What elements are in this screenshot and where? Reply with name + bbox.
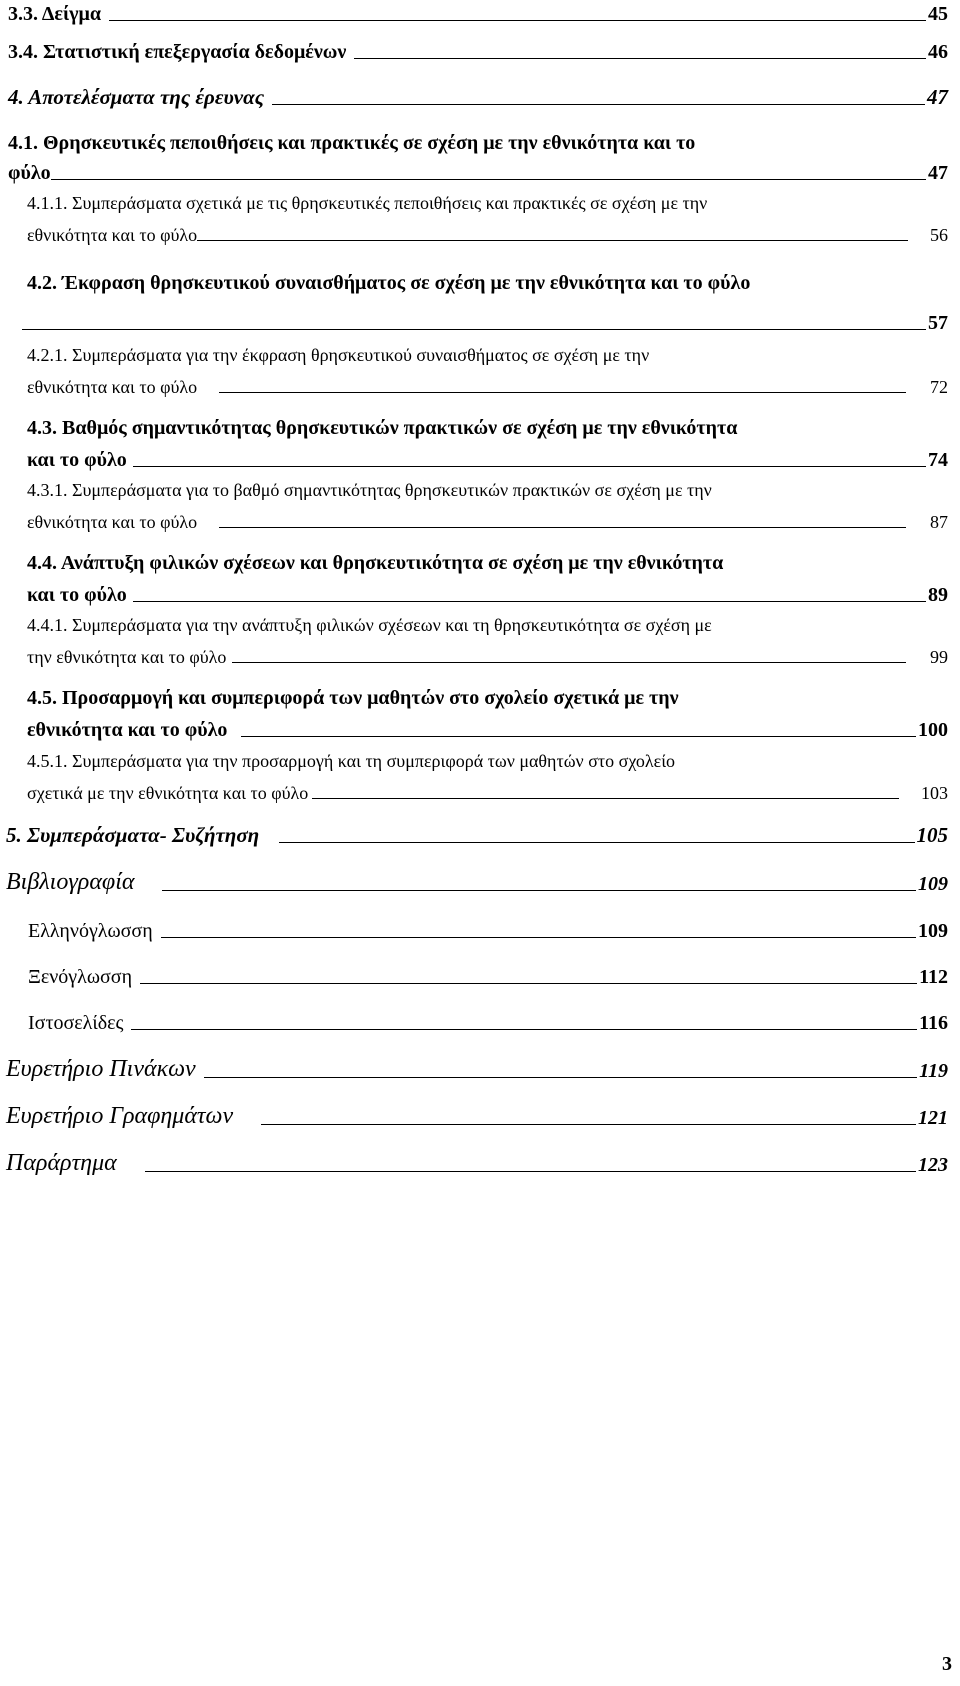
toc-leader	[161, 937, 916, 938]
toc-entry-title: 4.1.1. Συμπεράσματα σχετικά με τις θρησκευτικές πεποιθήσεις και πρακτικές σε σχέση με την	[27, 193, 708, 213]
toc-entry-page: 56	[930, 225, 948, 245]
toc-leader	[204, 1077, 917, 1078]
toc-entry-title-cont: και το φύλο	[27, 584, 127, 606]
toc-entry-page: 100	[918, 719, 948, 741]
toc-entry-title: Ιστοσελίδες	[28, 1012, 124, 1034]
toc-entry-title: 4.4.1. Συμπεράσματα για την ανάπτυξη φιλικών σχέσεων και τη θρησκευτικότητα σε σχέση με	[27, 615, 712, 635]
toc-entry-title: Ευρετήριο Γραφημάτων	[6, 1103, 234, 1129]
toc-entry-title: Ελληνόγλωσση	[28, 920, 153, 942]
toc-entry-title: Ευρετήριο Πινάκων	[6, 1056, 196, 1082]
toc-leader	[241, 736, 916, 737]
toc-leader	[131, 1029, 917, 1030]
toc-entry-title-cont: εθνικότητα και το φύλο	[27, 512, 198, 532]
toc-entry-title-cont: εθνικότητα και το φύλο	[27, 377, 198, 397]
toc-entry-title: 4.5.1. Συμπεράσματα για την προσαρμογή και τη συμπεριφορά των μαθητών στο σχολείο	[27, 751, 676, 771]
toc-entry[interactable]	[6, 1151, 948, 1175]
toc-leader	[22, 329, 926, 330]
toc-entry-page: 72	[930, 377, 948, 397]
toc-entry-title-cont: την εθνικότητα και το φύλο	[27, 647, 227, 667]
toc-leader	[162, 890, 916, 891]
toc-entry[interactable]	[28, 1013, 948, 1033]
toc-entry-page: 121	[918, 1107, 948, 1129]
toc-leader	[232, 662, 906, 663]
toc-entry-page: 89	[928, 584, 948, 606]
toc-entry[interactable]	[8, 133, 948, 183]
toc-entry-page: 99	[930, 647, 948, 667]
toc-entry-title: Ξενόγλωσση	[28, 966, 133, 988]
toc-entry[interactable]	[8, 42, 948, 62]
toc-entry[interactable]	[8, 4, 948, 24]
toc-entry-title: 4.2.1. Συμπεράσματα για την έκφραση θρησκευτικού συναισθήματος σε σχέση με την	[27, 345, 650, 365]
toc-leader	[354, 58, 926, 59]
toc-entry-page: 87	[930, 512, 948, 532]
toc-entry-page: 119	[919, 1060, 948, 1082]
toc-entry-title: 5. Συμπεράσματα- Συζήτηση	[6, 823, 260, 847]
toc-entry-title: 4. Αποτελέσματα της έρευνας	[8, 85, 265, 109]
toc-entry[interactable]	[6, 825, 948, 846]
toc-entry-page: 116	[919, 1012, 948, 1034]
toc-entry-page: 47	[928, 162, 948, 184]
toc-entry[interactable]	[27, 752, 948, 802]
toc-entry[interactable]	[8, 87, 948, 108]
toc-entry-title: 4.1. Θρησκευτικές πεποιθήσεις και πρακτικές σε σχέση με την εθνικότητα και το	[8, 132, 696, 154]
toc-leader	[140, 983, 917, 984]
toc-leader	[312, 798, 899, 799]
toc-entry[interactable]	[27, 346, 948, 396]
toc-entry-title: Παράρτημα	[6, 1150, 117, 1176]
toc-entry[interactable]	[6, 1104, 948, 1128]
toc-entry[interactable]	[27, 688, 948, 740]
toc-entry-title: 4.3. Βαθμός σημαντικότητας θρησκευτικών πρακτικών σε σχέση με την εθνικότητα	[27, 417, 738, 439]
toc-leader	[261, 1124, 916, 1125]
toc-leader	[133, 601, 926, 602]
toc-entry[interactable]	[27, 194, 948, 244]
toc-leader	[272, 104, 925, 105]
toc-entry-title: Βιβλιογραφία	[6, 869, 135, 895]
toc-leader	[279, 842, 914, 843]
toc-leader	[109, 20, 926, 21]
toc-entry-title-cont: σχετικά με την εθνικότητα και το φύλο	[27, 783, 309, 803]
toc-entry[interactable]	[27, 481, 948, 531]
toc-entry-title-cont: και το φύλο	[27, 449, 127, 471]
toc-leader	[51, 179, 926, 180]
toc-entry-page: 57	[928, 312, 948, 334]
toc-entry-page: 46	[928, 41, 948, 63]
toc-entry[interactable]	[28, 921, 948, 941]
toc-entry-title: 3.3. Δείγμα	[8, 3, 102, 25]
toc-entry-title: 3.4. Στατιστική επεξεργασία δεδομένων	[8, 41, 347, 63]
toc-entry-page: 112	[919, 966, 948, 988]
toc-entry[interactable]	[27, 616, 948, 666]
toc-entry-page: 109	[918, 873, 948, 895]
toc-leader	[219, 527, 906, 528]
toc-entry-title: 4.5. Προσαρμογή και συμπεριφορά των μαθητών στο σχολείο σχετικά με την	[27, 687, 679, 709]
toc-entry[interactable]	[28, 967, 948, 987]
toc-leader	[133, 466, 926, 467]
toc-entry-title-cont: εθνικότητα και το φύλο	[27, 225, 198, 245]
toc-entry[interactable]	[27, 553, 948, 605]
toc-entry-title: 4.3.1. Συμπεράσματα για το βαθμό σημαντικότητας θρησκευτικών πρακτικών σε σχέση με την	[27, 480, 712, 500]
toc-entry-page: 123	[918, 1154, 948, 1176]
toc-entry-page: 103	[921, 783, 948, 803]
toc-entry[interactable]	[6, 1057, 948, 1081]
toc-leader	[197, 240, 908, 241]
toc-entry-page: 105	[916, 823, 948, 847]
toc-entry[interactable]	[27, 418, 948, 470]
toc-entry-title-cont: εθνικότητα και το φύλο	[27, 719, 228, 741]
toc-leader	[219, 392, 906, 393]
toc-entry-page: 45	[928, 3, 948, 25]
toc-entry[interactable]	[27, 273, 948, 333]
toc-entry-title: 4.2. Έκφραση θρησκευτικού συναισθήματος σε σχέση με την εθνικότητα και το φύλο	[27, 272, 751, 294]
toc-entry-title-cont: φύλο	[8, 162, 51, 184]
toc-entry-page: 74	[928, 449, 948, 471]
toc-entry-page: 109	[918, 920, 948, 942]
toc-entry-page: 47	[927, 85, 948, 109]
toc-leader	[145, 1171, 916, 1172]
page-number: 3	[942, 1653, 952, 1675]
toc-entry-title: 4.4. Ανάπτυξη φιλικών σχέσεων και θρησκευτικότητα σε σχέση με την εθνικότητα	[27, 552, 724, 574]
toc-entry[interactable]	[6, 870, 948, 894]
